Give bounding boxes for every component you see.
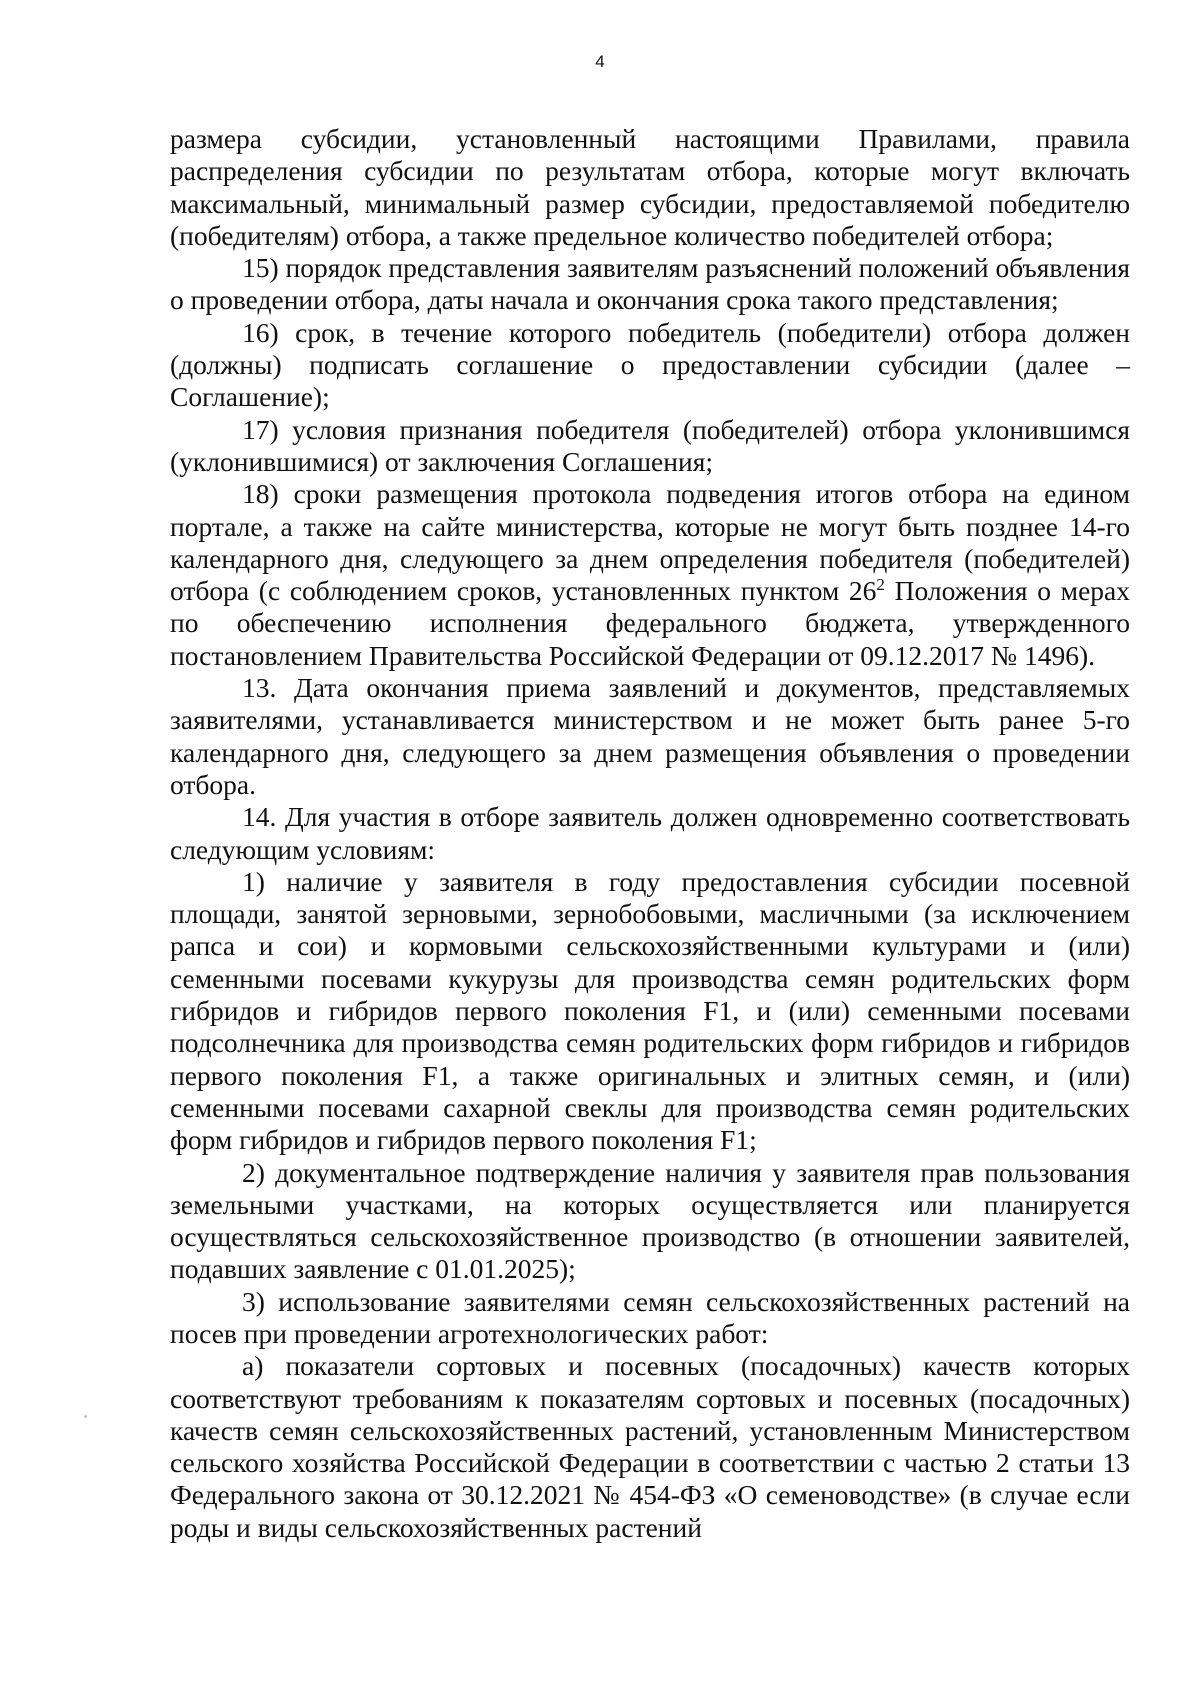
scan-speck: [84, 1415, 87, 1418]
paragraph-continuation: размера субсидии, установленный настоящими Правилами, правила распределения субсидии по результатам отбора, которые могут включать максимальный, минимальный размер субсидии, предоставляемой победителю (победителям) отбора, а также предельное количество победителей отбора;: [170, 123, 1130, 251]
page-number: 4: [595, 52, 605, 71]
paragraph-condition-3a: а) показатели сортовых и посевных (посадочных) качеств которых соответствуют требованиям к показателям сортовых и посевных (посадочных) качеств семян сельскохозяйственных растений, установленным Министерством сельского хозяйства Российской Федерации в соответствии с частью 2 статьи 13 Федерального закона от 30.12.2021 № 454-ФЗ «О семеноводстве» (в случае если роды и виды сельскохозяйственных растений: [170, 1350, 1130, 1543]
paragraph-item-15: 15) порядок представления заявителям разъяснений положений объявления о проведении отбора, даты начала и окончания срока такого представления;: [170, 252, 1130, 316]
paragraph-item-18-text-after: Положения о мерах по обеспечению исполнения федерального бюджета, утвержденного постановлением Правительства Российской Федерации от 09.12.2017 № 1496).: [170, 575, 1130, 671]
paragraph-item-18: [170, 478, 1130, 672]
paragraph-condition-2: 2) документальное подтверждение наличия у заявителя прав пользования земельными участками, на которых осуществляется или планируется осуществляться сельскохозяйственное производство (в отношении заявителей, подавших заявление с 01.01.2025);: [170, 1156, 1130, 1285]
paragraph-condition-3: 3) использование заявителями семян сельскохозяйственных растений на посев при проведении агротехнологических работ:: [170, 1285, 1130, 1349]
paragraph-clause-14: 14. Для участия в отборе заявитель должен одновременно соответствовать следующим условиям:: [170, 801, 1130, 865]
paragraph-clause-13: 13. Дата окончания приема заявлений и документов, представляемых заявителями, устанавливается министерством и не может быть ранее 5-го календарного дня, следующего за днем размещения объявления о проведении отбора.: [170, 672, 1130, 800]
paragraph-item-17: 17) условия признания победителя (победителей) отбора уклонившимся (уклонившимися) от заключения Соглашения;: [170, 413, 1130, 477]
paragraph-condition-1: 1) наличие у заявителя в году предоставления субсидии посевной площади, занятой зерновыми, зернобобовыми, масличными (за исключением рапса и сои) и кормовыми сельскохозяйственными культурами и (или) семенными посевами кукурузы для производства семян родительских форм гибридов и гибридов первого поколения F1, и (или) семенными посевами подсолнечника для производства семян родительских форм гибридов и гибридов первого поколения F1, а также оригинальных и элитных семян, и (или) семенными посевами сахарной свеклы для производства семян родительских форм гибридов и гибридов первого поколения F1;: [170, 865, 1130, 1156]
superscript-footnote: 2: [876, 575, 885, 594]
paragraph-item-16: 16) срок, в течение которого победитель (победители) отбора должен (должны) подписать соглашение о предоставлении субсидии (далее – Соглашение);: [170, 316, 1130, 413]
paragraph-item-18-text-before: 18) сроки размещения протокола подведения итогов отбора на едином портале, а также на сайте министерства, которые не могут быть позднее 14-го календарного дня, следующего за днем определения победителя (победителей) отбора (с соблюдением сроков, установленных пунктом 26: [170, 478, 1130, 607]
document-body: [170, 123, 1130, 1544]
